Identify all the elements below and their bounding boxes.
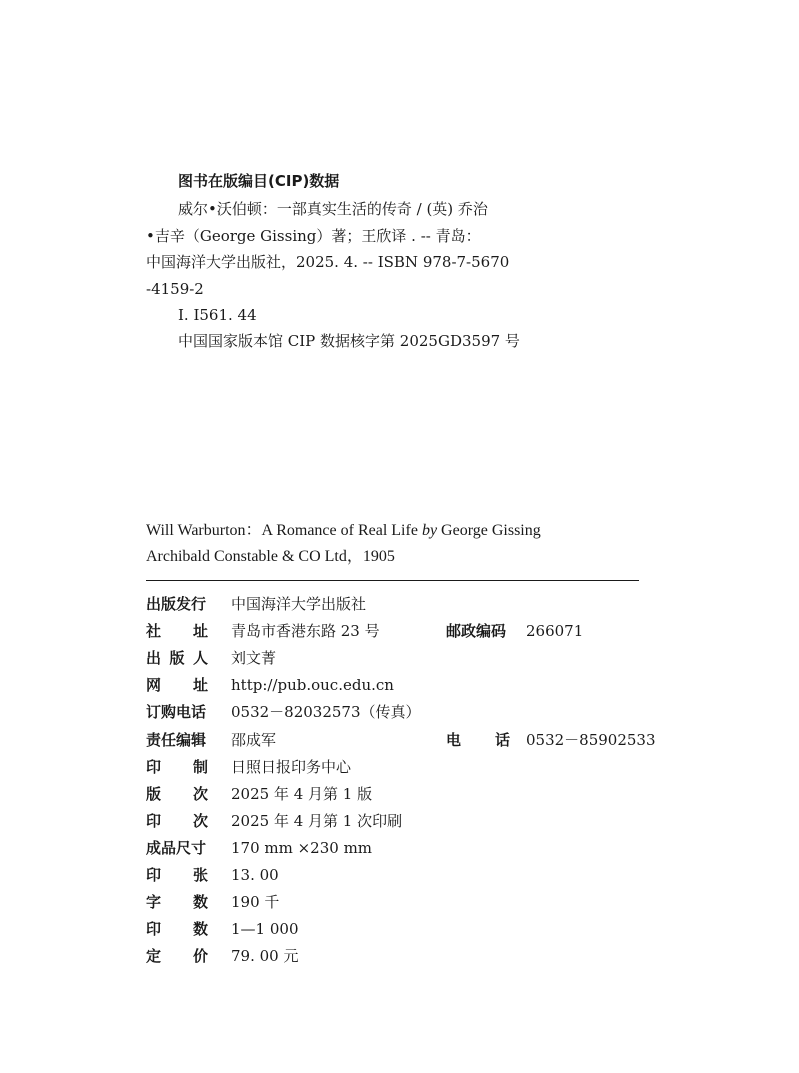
- info-label-part: 版: [146, 785, 162, 803]
- info-label-part: 出: [146, 649, 162, 667]
- info-label: [146, 757, 208, 777]
- info-label-part: 人: [192, 649, 208, 667]
- info-label: [146, 784, 208, 804]
- info-value: 170 mm ×230 mm: [231, 839, 373, 857]
- info-label-part: 定: [146, 947, 162, 965]
- info-label-part: 成品尺寸: [146, 839, 207, 857]
- info-label: [146, 621, 208, 641]
- info-value: 2025 年 4 月第 1 版: [231, 785, 373, 803]
- info-label: [146, 702, 206, 722]
- info-label-part: 邮政编码: [446, 622, 507, 640]
- info-label-part: 字: [146, 893, 162, 911]
- info-label: [146, 865, 208, 885]
- info-value-secondary: 266071: [526, 622, 584, 640]
- info-value: http://pub.ouc.edu.cn: [231, 676, 394, 694]
- info-label-part: 制: [192, 758, 208, 776]
- cip-title: 图书在版编目(CIP)数据: [178, 172, 340, 190]
- info-value: 13. 00: [231, 866, 279, 884]
- info-label-part: 数: [192, 893, 208, 911]
- info-value: 日照日报印务中心: [231, 758, 352, 776]
- info-label-part: 数: [192, 920, 208, 938]
- info-value: 0532－82032573（传真）: [231, 703, 421, 721]
- info-label-part: 出版发行: [146, 595, 207, 613]
- info-label: [146, 811, 208, 831]
- info-label-part: 址: [192, 622, 208, 640]
- info-label-part: 印: [146, 920, 162, 938]
- info-label: [146, 648, 208, 668]
- info-label-part: 次: [192, 812, 208, 830]
- cip-line-6: 中国国家版本馆 CIP 数据核字第 2025GD3597 号: [178, 332, 520, 350]
- cip-line-2: •吉辛（George Gissing）著；王欣译 . -- 青岛：: [146, 227, 481, 245]
- info-label-part: 次: [192, 785, 208, 803]
- original-author: George Gissing: [437, 522, 541, 539]
- info-label: [146, 594, 206, 614]
- info-value: 刘文菁: [231, 649, 277, 667]
- info-label-secondary: [446, 621, 506, 641]
- info-label-part: 订购电话: [146, 703, 207, 721]
- info-label-secondary: [446, 730, 510, 750]
- original-publisher: Archibald Constable & CO Ltd，1905: [146, 548, 395, 565]
- info-value: 79. 00 元: [231, 947, 299, 965]
- divider-rule: [146, 580, 639, 581]
- cip-line-5: Ⅰ. I561. 44: [178, 306, 257, 324]
- info-value: 1—1 000: [231, 920, 299, 938]
- cip-line-3: 中国海洋大学出版社，2025. 4. -- ISBN 978-7-5670: [146, 253, 510, 271]
- info-label: [146, 946, 208, 966]
- info-label-part: 价: [192, 947, 208, 965]
- info-label-part: 版: [169, 649, 185, 667]
- info-value: 邵成军: [231, 731, 277, 749]
- info-label-part: 印: [146, 866, 162, 884]
- cip-line-4: -4159-2: [146, 280, 204, 298]
- info-label: [146, 919, 208, 939]
- info-label-part: 社: [146, 622, 162, 640]
- info-label-part: 址: [192, 676, 208, 694]
- info-value: 青岛市香港东路 23 号: [231, 622, 380, 640]
- info-label-part: 张: [192, 866, 208, 884]
- info-label: [146, 838, 206, 858]
- info-label-part: 网: [146, 676, 162, 694]
- cip-line-1: 威尔•沃伯顿：一部真实生活的传奇 / (英) 乔治: [178, 200, 488, 218]
- original-title-line: [146, 521, 541, 541]
- info-value-secondary: 0532－85902533: [526, 731, 656, 749]
- info-label-part: 电: [446, 731, 462, 749]
- info-label-part: 印: [146, 812, 162, 830]
- original-by: by: [421, 522, 438, 539]
- info-value: 190 千: [231, 893, 280, 911]
- original-title: Will Warburton：A Romance of Real Life: [146, 522, 422, 539]
- info-value: 中国海洋大学出版社: [231, 595, 367, 613]
- info-value: 2025 年 4 月第 1 次印刷: [231, 812, 403, 830]
- info-label: [146, 730, 206, 750]
- info-label-part: 责任编辑: [146, 731, 207, 749]
- info-label: [146, 675, 208, 695]
- info-label-part: 话: [494, 731, 510, 749]
- info-label: [146, 892, 208, 912]
- info-label-part: 印: [146, 758, 162, 776]
